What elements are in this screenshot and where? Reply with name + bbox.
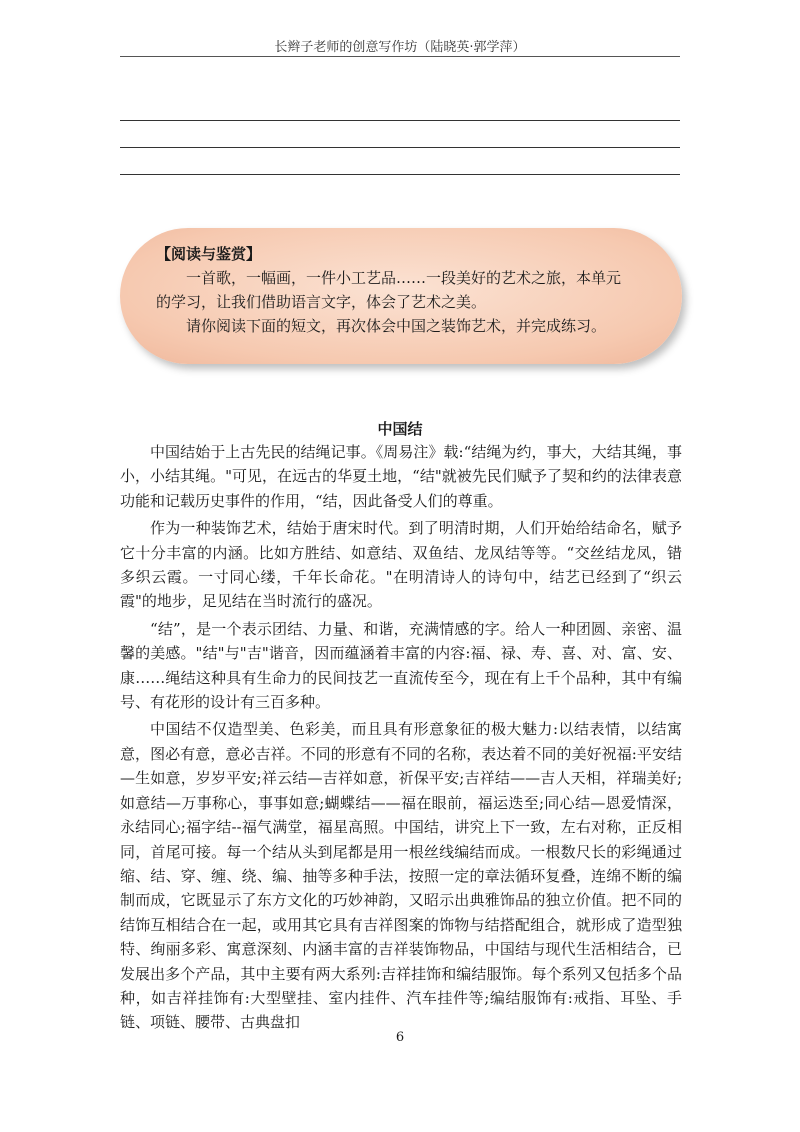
writing-line <box>120 147 680 148</box>
writing-line <box>120 174 680 175</box>
writing-line <box>120 120 680 121</box>
running-header: 长辫子老师的创意写作坊（陆晓英·郭学萍） <box>274 40 526 55</box>
article-body <box>120 440 682 1038</box>
article-paragraph: 中国结始于上古先民的结绳记事。《周易注》载:“结绳为约，事大，大结其绳，事小，小结其绳。"可见，在远古的华夏土地，“结"就被先民们赋予了契和约的法律表意功能和记载历史事件的作用，“结，因此备受人们的尊重。 <box>120 443 682 510</box>
reading-box-paragraph: 请你阅读下面的短文，再次体会中国之装饰艺术，并完成练习。 <box>186 317 607 335</box>
reading-box-paragraph: 一首歌，一幅画，一件小工艺品……一段美好的艺术之旅，本单元的学习，让我们借助语言文字，体会了艺术之美。 <box>156 269 622 311</box>
page-number: 6 <box>395 1030 405 1045</box>
reading-box-title: 【阅读与鉴赏】 <box>156 245 262 263</box>
article-paragraph: 作为一种装饰艺术，结始于唐宋时代。到了明清时期，人们开始给结命名，赋予它十分丰富的内涵。比如方胜结、如意结、双鱼结、龙凤结等等。“交丝结龙凤，错多织云霞。一寸同心缕，千年长命花。"在明清诗人的诗句中，结艺已经到了“织云霞"的地步，足见结在当时流行的盛况。 <box>120 519 682 611</box>
header-rule <box>120 56 680 57</box>
article-paragraph: 中国结不仅造型美、色彩美，而且具有形意象征的极大魅力:以结表情，以结寓意，图必有意，意必吉祥。不同的形意有不同的名称，表达着不同的美好祝福:平安结—生如意，岁岁平安;祥云结—吉祥如意，祈保平安;吉祥结——吉人天相，祥瑞美好;如意结—万事称心，事事如意;蝴蝶结——福在眼前，福运迭至;同心结—恩爱情深，永结同心;福字结--福气满堂，福星高照。中国结，讲究上下一致，左右对称，正反相同，首尾可接。每一个结从头到尾都是用一根丝线编结而成。一根数尺长的彩绳通过缩、结、穿、缠、绕、编、抽等多种手法，按照一定的章法循环复叠，连绵不断的编制而成，它既显示了东方文化的巧妙神韵，又昭示出典雅饰品的独立价值。把不同的结饰互相结合在一起，或用其它具有吉祥图案的饰物与结搭配组合，就形成了造型独特、绚丽多彩、寓意深刻、内涵丰富的吉祥装饰物品，中国结与现代生活相结合，已发展出多个产品，其中主要有两大系列:吉祥挂饰和编结服饰。每个系列又包括多个品种，如吉祥挂饰有:大型壁挂、室内挂件、汽车挂件等;编结服饰有:戒指、耳坠、手链、项链、腰带、古典盘扣 <box>120 720 682 1032</box>
reading-appreciation-box <box>120 228 682 364</box>
article-paragraph: “结”，是一个表示团结、力量、和谐，充满情感的字。给人一种团圆、亲密、温馨的美感。"结"与"吉"谐音，因而蕴涵着丰富的内容:福、禄、寿、喜、对、富、安、康……绳结这种具有生命力的民间技艺一直流传至今，现在有上千个品种，其中有编号、有花形的设计有三百多种。 <box>120 619 682 712</box>
article-title: 中国结 <box>377 420 423 438</box>
